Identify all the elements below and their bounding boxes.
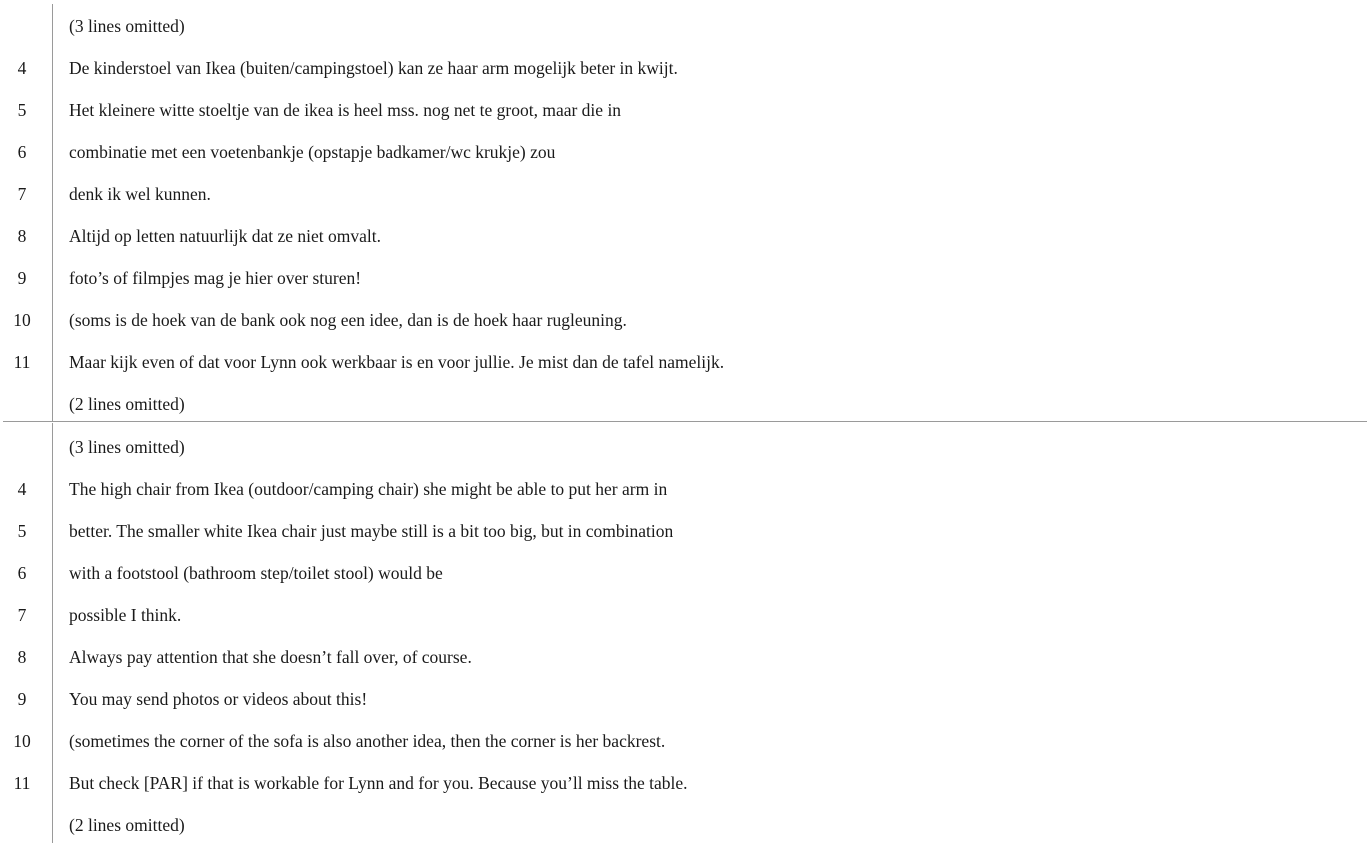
line-number: 5: [17, 100, 27, 120]
line-text: foto’s of filmpjes mag je hier over sturen!: [69, 268, 362, 288]
line-text: But check [PAR] if that is workable for Lynn and for you. Because you’ll miss the table.: [69, 773, 688, 793]
transcript-line: [0, 510, 1370, 552]
line-text: (3 lines omitted): [69, 16, 185, 36]
line-text: Maar kijk even of dat voor Lynn ook werkbaar is en voor jullie. Je mist dan de tafel namelijk.: [69, 352, 725, 372]
transcript-line: [0, 47, 1370, 89]
line-number: 4: [17, 479, 27, 499]
transcript-line: [0, 89, 1370, 131]
line-number: 7: [17, 605, 27, 625]
line-number: 4: [17, 58, 27, 78]
line-number: 11: [13, 773, 31, 793]
line-number: 11: [13, 352, 31, 372]
transcript-line: [0, 720, 1370, 762]
line-text: You may send photos or videos about this!: [69, 689, 368, 709]
line-text: Always pay attention that she doesn’t fall over, of course.: [69, 647, 472, 667]
line-number: 9: [17, 689, 27, 709]
line-text: (2 lines omitted): [69, 815, 185, 835]
line-text: (sometimes the corner of the sofa is also another idea, then the corner is her backrest.: [69, 731, 666, 751]
transcript-line: [0, 636, 1370, 678]
transcript-line: [0, 5, 1370, 47]
transcript-line: [0, 383, 1370, 425]
line-text: denk ik wel kunnen.: [69, 184, 211, 204]
line-number: 8: [17, 647, 27, 667]
line-text: possible I think.: [69, 605, 182, 625]
transcript-line: [0, 594, 1370, 636]
line-text: with a footstool (bathroom step/toilet stool) would be: [69, 563, 443, 583]
transcript-line: [0, 762, 1370, 804]
line-number: 6: [17, 142, 27, 162]
transcript-line: [0, 299, 1370, 341]
line-number: 5: [17, 521, 27, 541]
transcript-line: [0, 678, 1370, 720]
line-number: 6: [17, 563, 27, 583]
line-number: 7: [17, 184, 27, 204]
transcript-line: [0, 804, 1370, 846]
line-text: Altijd op letten natuurlijk dat ze niet omvalt.: [69, 226, 382, 246]
line-number: 10: [13, 310, 31, 330]
line-text: better. The smaller white Ikea chair just maybe still is a bit too big, but in combination: [69, 521, 674, 541]
line-number: 9: [17, 268, 27, 288]
line-text: (2 lines omitted): [69, 394, 185, 414]
transcript-line: [0, 468, 1370, 510]
line-text: (soms is de hoek van de bank ook nog een idee, dan is de hoek haar rugleuning.: [69, 310, 627, 330]
transcript-line: [0, 341, 1370, 383]
transcript-line: [0, 257, 1370, 299]
transcript-line: [0, 215, 1370, 257]
line-text: De kinderstoel van Ikea (buiten/campingstoel) kan ze haar arm mogelijk beter in kwijt.: [69, 58, 678, 78]
transcript-line: [0, 131, 1370, 173]
transcript-line: [0, 426, 1370, 468]
line-number: 8: [17, 226, 27, 246]
line-number: 10: [13, 731, 31, 751]
transcript-line: [0, 173, 1370, 215]
line-text: Het kleinere witte stoeltje van de ikea is heel mss. nog net te groot, maar die in: [69, 100, 622, 120]
line-text: The high chair from Ikea (outdoor/camping chair) she might be able to put her arm in: [69, 479, 668, 499]
transcript-line: [0, 552, 1370, 594]
line-text: combinatie met een voetenbankje (opstapje badkamer/wc krukje) zou: [69, 142, 556, 162]
line-text: (3 lines omitted): [69, 437, 185, 457]
